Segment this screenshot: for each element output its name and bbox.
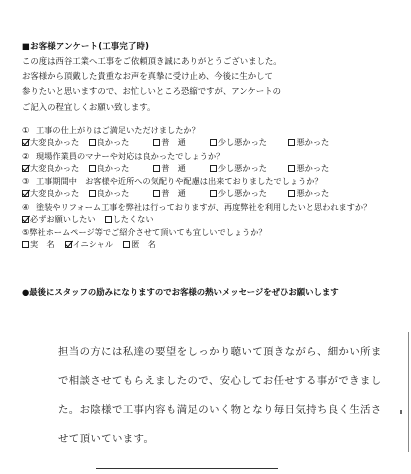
checkbox[interactable] (210, 139, 217, 146)
scan-mark (400, 410, 402, 414)
option-label: 少し悪かった (217, 137, 267, 147)
question-5 (22, 226, 402, 238)
option-label: 少し悪かった (217, 162, 267, 173)
answer-options-3 (22, 187, 402, 200)
checkbox-checked[interactable] (65, 241, 72, 248)
checkbox[interactable] (210, 190, 217, 197)
answer-option[interactable] (153, 187, 207, 200)
checkbox[interactable] (153, 190, 160, 197)
option-label: 普 通 (161, 188, 186, 198)
checkbox[interactable] (288, 190, 295, 197)
checkbox[interactable] (288, 165, 295, 172)
option-label: 大変良かった (30, 188, 80, 198)
intro-line: 参りたいと思いますので、お忙しいところ恐縮ですが、アンケートの (22, 86, 281, 97)
answer-option[interactable] (89, 162, 151, 175)
question-text: 現場作業員のマナーや対応は良かったでしょうか？ (36, 150, 225, 161)
option-label: 大変良かった (30, 137, 80, 147)
option-label: 普 通 (161, 137, 186, 147)
option-label: 悪かった (296, 188, 330, 198)
option-label: したくない (112, 213, 154, 224)
option-label: 悪かった (296, 137, 330, 147)
answer-option[interactable] (65, 238, 121, 251)
answer-option[interactable] (123, 238, 163, 251)
answer-option[interactable] (153, 162, 207, 175)
checkbox[interactable] (89, 165, 96, 172)
option-label: 大変良かった (30, 162, 80, 173)
answer-option[interactable] (210, 162, 286, 175)
question-3 (22, 175, 402, 187)
question-list (22, 124, 402, 252)
answer-options-2 (22, 162, 402, 175)
question-number: ① (22, 125, 30, 135)
question-text: 工事の仕上がりはご満足いただけましたか？ (36, 125, 200, 135)
checkbox[interactable] (288, 139, 295, 146)
answer-option[interactable] (288, 162, 338, 175)
intro-line: ご記入の程宜しくお願い致します。 (22, 101, 156, 112)
option-label: 実 名 (30, 239, 55, 249)
answer-option[interactable] (22, 162, 86, 175)
answer-option[interactable] (105, 213, 165, 226)
answer-option[interactable] (89, 136, 151, 149)
answer-option[interactable] (288, 136, 338, 149)
option-label: 良かった (96, 162, 130, 173)
question-2 (22, 150, 402, 162)
intro-line: お客様から頂戴した貴重なお声を真摯に受け止め、今後に生かして (22, 71, 273, 82)
answer-option[interactable] (22, 238, 62, 251)
option-label: 必ずお願いしたい (30, 213, 96, 224)
message-line: 担当の方には私達の要望をしっかり聴いて頂きながら、細かい所ま (58, 346, 382, 358)
checkbox[interactable] (89, 190, 96, 197)
checkbox[interactable] (22, 241, 29, 248)
customer-message (58, 338, 398, 454)
message-line: せて頂いています。 (58, 433, 155, 445)
checkbox-checked[interactable] (22, 139, 29, 146)
answer-option[interactable] (153, 136, 207, 149)
checkbox[interactable] (153, 165, 160, 172)
closing-prompt: ●最後にスタッフの励みになりますのでお客様の熱いメッセージをぜひお願いします (22, 287, 339, 297)
question-text: 塗装やリフォーム工事を弊社は行っておりますが、再度弊社を利用したいと思われますか？ (36, 201, 372, 212)
answer-option[interactable] (22, 213, 102, 226)
option-label: イニシャル (72, 239, 114, 249)
option-label: 良かった (96, 137, 130, 147)
checkbox[interactable] (105, 216, 112, 223)
survey-heading: ■お客様アンケート(工事完了時) (22, 41, 150, 51)
checkbox-checked[interactable] (22, 190, 29, 197)
option-label: 少し悪かった (217, 188, 267, 198)
question-number: ③ (22, 176, 30, 186)
answer-option[interactable] (288, 187, 338, 200)
answer-options-5 (22, 238, 402, 251)
answer-options-1 (22, 136, 402, 149)
answer-option[interactable] (210, 136, 286, 149)
option-label: 悪かった (296, 162, 330, 173)
message-line: で相談させてもらえましたので、安心してお任せする事ができまし (58, 375, 382, 387)
scan-line (96, 468, 278, 469)
option-label: 良かった (96, 188, 130, 198)
question-text: 弊社ホームページ等でご紹介させて頂いても宜しいでしょうか？ (29, 227, 267, 237)
checkbox[interactable] (210, 165, 217, 172)
question-4 (22, 201, 402, 213)
answer-options-4 (22, 213, 402, 226)
question-number: ② (22, 150, 30, 161)
checkbox[interactable] (153, 139, 160, 146)
intro-line: この度は西谷工業へ工事をご依頼頂き誠にありがとうございました。 (22, 56, 282, 66)
answer-option[interactable] (22, 187, 86, 200)
answer-option[interactable] (89, 187, 151, 200)
checkbox-checked[interactable] (22, 165, 29, 172)
answer-option[interactable] (22, 136, 86, 149)
question-1 (22, 124, 402, 136)
question-text: 工事期間中 お客様や近所への気配りや配慮は出来ておりましたでしょうか？ (36, 176, 323, 186)
answer-option[interactable] (210, 187, 286, 200)
survey-intro (22, 54, 382, 115)
message-line: た。お陰様で工事内容も満足のいく物となり毎日気持ち良く生活さ (58, 404, 382, 416)
checkbox[interactable] (89, 139, 96, 146)
option-label: 匿 名 (131, 239, 156, 249)
checkbox-checked[interactable] (22, 216, 29, 223)
question-number: ④ (22, 201, 30, 212)
scan-edge (408, 332, 409, 452)
option-label: 普 通 (161, 162, 186, 173)
question-number: ⑤ (22, 227, 30, 237)
checkbox[interactable] (123, 241, 130, 248)
